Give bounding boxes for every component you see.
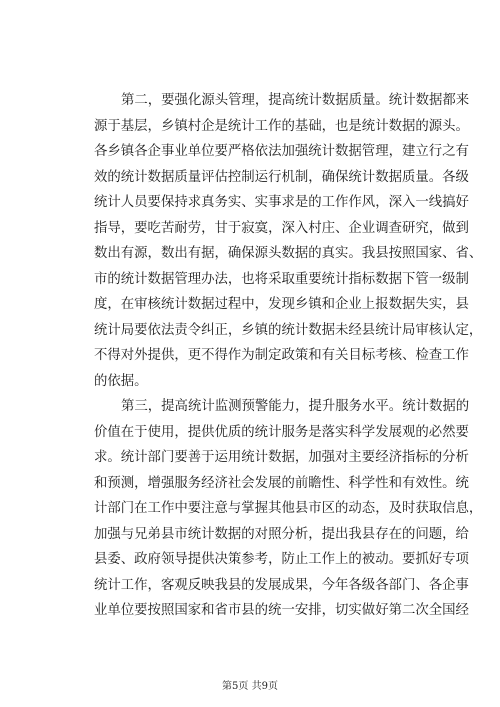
paragraph-line: 的依据。	[94, 373, 148, 389]
paragraph-line: 统计局要依法责令纠正，乡镇的统计数据未经县统计局审核认定，	[94, 322, 483, 338]
paragraph-line: 第三，提高统计监测预警能力，提升服务水平。统计数据的	[121, 399, 470, 414]
paragraph-line: 加强与兄弟县市统计数据的对照分析，提出我县存在的问题，给	[94, 526, 469, 542]
paragraph-line: 不得对外提供，更不得作为制定政策和有关目标考核、检查工作	[94, 348, 469, 363]
page-number: 第5页 共9页	[222, 681, 278, 692]
paragraph-line: 指导，要吃苦耐劳，甘于寂寞，深入村庄、企业调查研究，做到	[94, 220, 469, 236]
paragraph-line: 计部门在工作中要注意与掌握其他县市区的动态，及时获取信息，	[94, 501, 483, 516]
paragraph-line: 度，在审核统计数据过程中，发现乡镇和企业上报数据失实，县	[94, 297, 469, 312]
paragraph-line: 第二，要强化源头管理，提高统计数据质量。统计数据都来	[121, 93, 470, 108]
paragraph-line: 价值在于使用，提供优质的统计服务是落实科学发展观的必然要	[94, 424, 469, 440]
paragraph-line: 数出有源，数出有据，确保源头数据的真实。我县按照国家、省、	[94, 246, 483, 261]
body-text	[94, 88, 483, 624]
paragraph-line: 统计工作，客观反映我县的发展成果，今年各级各部门、各企事	[94, 577, 469, 593]
paragraph-line: 统计人员要保持求真务实、实事求是的工作作风，深入一线搞好	[94, 195, 469, 210]
paragraph-line: 县委、政府领导提供决策参考，防止工作上的被动。要抓好专项	[94, 552, 469, 567]
paragraph-line: 效的统计数据质量评估控制运行机制，确保统计数据质量。各级	[94, 169, 469, 185]
paragraph-line: 源于基层，乡镇村企是统计工作的基础，也是统计数据的源头。	[94, 118, 469, 134]
page-footer	[0, 680, 500, 694]
paragraph-line: 业单位要按照国家和省市县的统一安排，切实做好第二次全国经	[94, 603, 469, 618]
paragraph-line: 求。统计部门要善于运用统计数据，加强对主要经济指标的分析	[94, 450, 469, 465]
paragraph-line: 市的统计数据管理办法，也将采取重要统计指标数据下管一级制	[94, 271, 469, 287]
paragraph-line: 各乡镇各企事业单位要严格依法加强统计数据管理，建立行之有	[94, 144, 469, 159]
paragraph-line: 和预测，增强服务经济社会发展的前瞻性、科学性和有效性。统	[94, 475, 469, 491]
